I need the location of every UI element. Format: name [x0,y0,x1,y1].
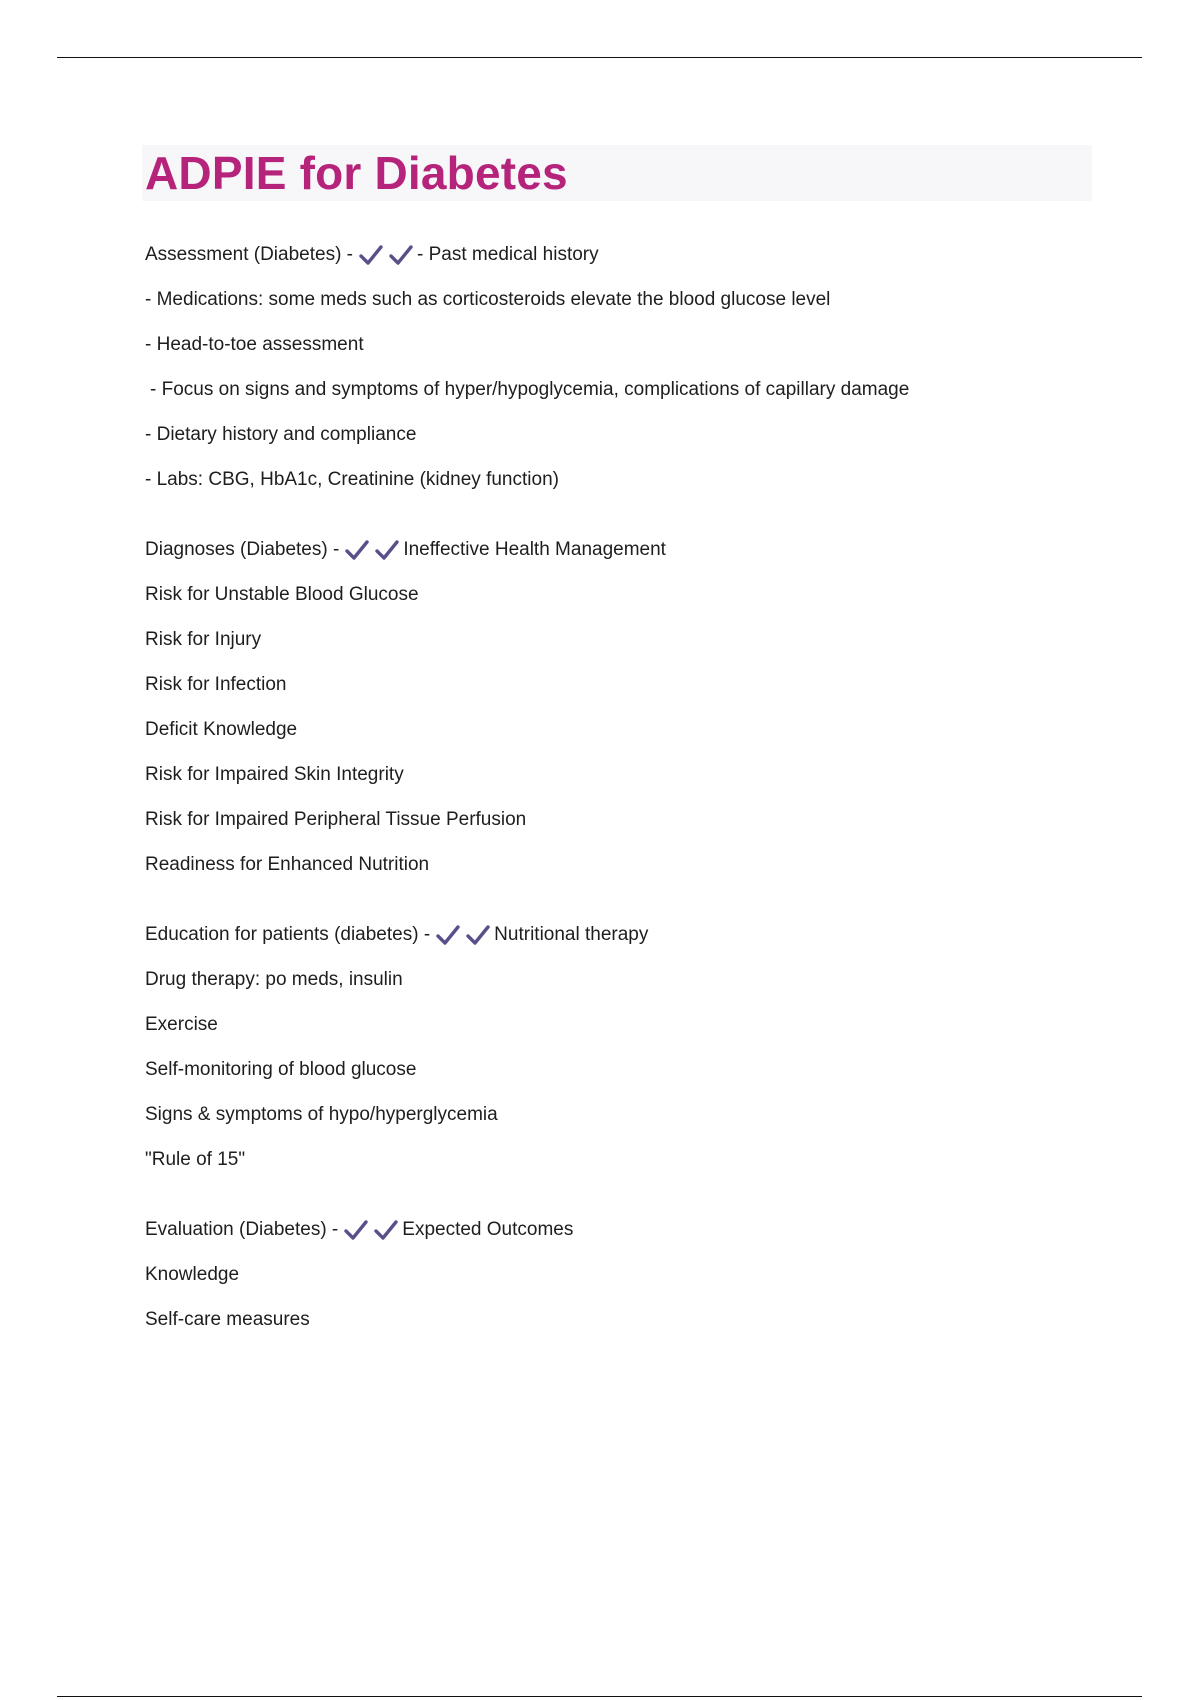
section-heading [145,1218,1125,1241]
heading-suffix: - Past medical history [417,244,599,265]
list-item: Risk for Injury [145,629,262,650]
list-item: Readiness for Enhanced Nutrition [145,854,430,875]
top-rule [57,57,1142,58]
list-item: Risk for Infection [145,674,287,695]
list-item: - Head-to-toe assessment [145,334,364,355]
list-item: Knowledge [145,1264,240,1285]
checkmark-icon [344,1219,368,1241]
list-item: "Rule of 15" [145,1149,246,1170]
section-diagnoses [145,538,1125,876]
heading-prefix: Assessment (Diabetes) - [145,244,354,265]
checkmark-icon [389,244,413,266]
list-item: Risk for Unstable Blood Glucose [145,584,419,605]
section-heading [145,538,1125,561]
document-body [145,243,1125,1378]
section-assessment [145,243,1125,491]
list-item: - Medications: some meds such as corticosteroids elevate the blood glucose level [145,289,831,310]
section-heading [145,923,1125,946]
heading-prefix: Education for patients (diabetes) - [145,924,431,945]
checkmark-icon [345,539,369,561]
checkmark-icon [375,539,399,561]
page-title: ADPIE for Diabetes [145,147,568,199]
list-item: - Dietary history and compliance [145,424,417,445]
checkmark-icon [466,924,490,946]
checkmark-icon [359,244,383,266]
list-item: - Focus on signs and symptoms of hyper/hypoglycemia, complications of capillary damage [150,379,910,400]
heading-suffix: Ineffective Health Management [403,539,666,560]
checkmark-icon [374,1219,398,1241]
heading-prefix: Evaluation (Diabetes) - [145,1219,339,1240]
list-item: Drug therapy: po meds, insulin [145,969,403,990]
list-item: Signs & symptoms of hypo/hyperglycemia [145,1104,498,1125]
list-item: Self-monitoring of blood glucose [145,1059,417,1080]
section-evaluation [145,1218,1125,1331]
bottom-rule [57,1696,1142,1697]
list-item: Exercise [145,1014,218,1035]
checkmark-icon [436,924,460,946]
heading-suffix: Expected Outcomes [402,1219,574,1240]
heading-prefix: Diagnoses (Diabetes) - [145,539,340,560]
list-item: Risk for Impaired Skin Integrity [145,764,404,785]
list-item: Deficit Knowledge [145,719,298,740]
section-education [145,923,1125,1171]
heading-suffix: Nutritional therapy [494,924,649,945]
list-item: - Labs: CBG, HbA1c, Creatinine (kidney function) [145,469,559,490]
section-heading [145,243,1125,266]
list-item: Self-care measures [145,1309,310,1330]
list-item: Risk for Impaired Peripheral Tissue Perfusion [145,809,527,830]
